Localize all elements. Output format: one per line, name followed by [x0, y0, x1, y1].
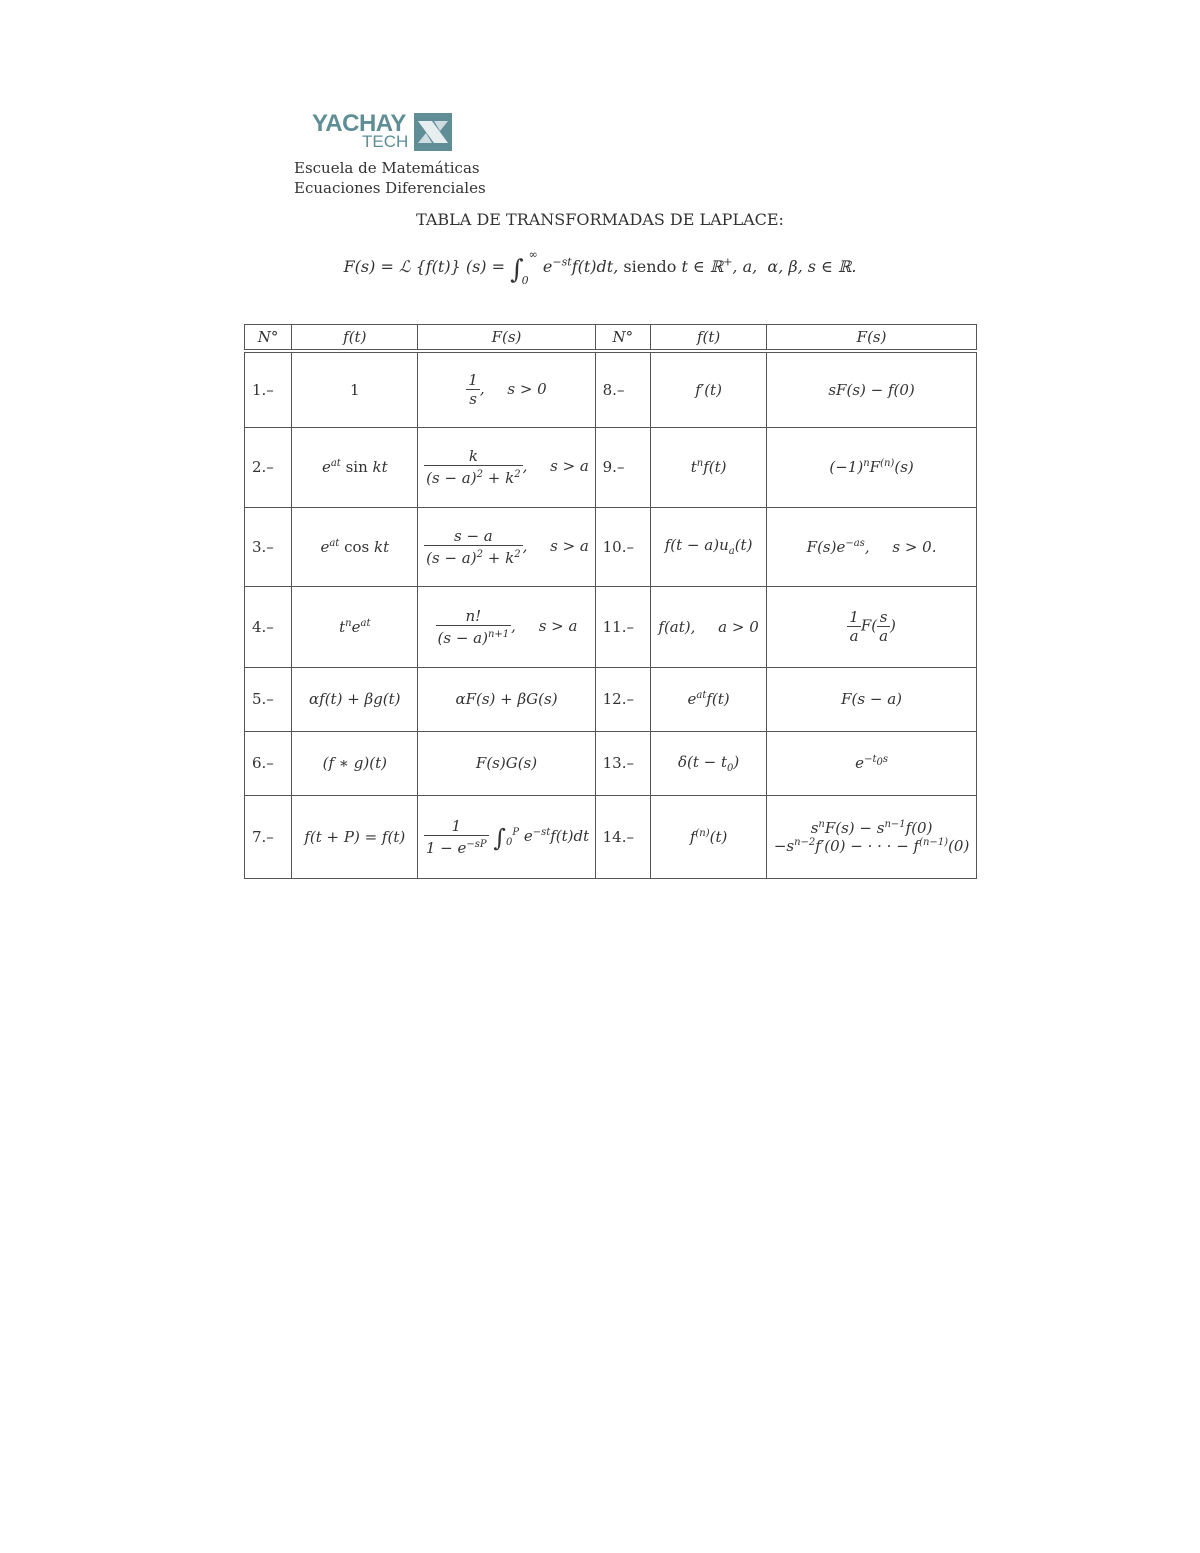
F-of-s: $\frac{1}{s}$ , s > 0: [418, 351, 595, 427]
row-number: 12.–: [595, 667, 650, 731]
row-number: 13.–: [595, 731, 650, 795]
page-title: TABLA DE TRANSFORMADAS DE LAPLACE:: [416, 210, 784, 229]
F-of-s: αF(s) + βG(s): [418, 667, 595, 731]
header-F-s-2: F(s): [767, 325, 977, 352]
F-of-s: $e^{-t_0s}$: [767, 731, 977, 795]
school-name: Escuela de Matemáticas: [294, 159, 480, 177]
logo-word-yachay: YACHAY: [312, 110, 406, 137]
F-of-s: sF(s) − f(0): [767, 351, 977, 427]
f-of-t: $e^{at}$ sin kt: [292, 427, 418, 507]
F-of-s: $\frac{s - a}{(s - a)^2 + k^2}$ , s > a: [418, 507, 595, 586]
row-number: 3.–: [245, 507, 292, 586]
F-of-s: $\frac{k}{(s - a)^2 + k^2}$ , s > a: [418, 427, 595, 507]
F-of-s: $\frac{1}{1 - e^{-sP}}$ $\int_0^P$ $e^{-st}f(t)dt$: [418, 795, 595, 878]
f-of-t: αf(t) + βg(t): [292, 667, 418, 731]
table-row: [245, 731, 977, 795]
laplace-definition-formula: F(s) = ℒ {f(t)} $(s) = \int_0^\infty$ $e^{-st}f(t)dt$, siendo t ∈ ℝ+, a, α, β, s ∈ ℝ.: [343, 248, 857, 287]
f-of-t: f(t + P) = f(t): [292, 795, 418, 878]
table-row: [245, 795, 977, 878]
F-of-s: $\frac{1}{a}$ F( $\frac{s}{a}$ ): [767, 586, 977, 667]
F-of-s: $s^nF(s) - s^{n-1}f(0)$ $-s^{n-2}f'(0)$ − · · · − $f^{(n-1)}(0)$: [767, 795, 977, 878]
row-number: 2.–: [245, 427, 292, 507]
f-of-t: $f^{(n)}(t)$: [651, 795, 767, 878]
header-number-1: N°: [245, 325, 292, 352]
f-of-t: f′(t): [651, 351, 767, 427]
table-header-row: [245, 325, 977, 352]
laplace-table: [244, 324, 977, 879]
f-of-t: $t^nf(t)$: [651, 427, 767, 507]
row-number: 4.–: [245, 586, 292, 667]
F-of-s: F(s − a): [767, 667, 977, 731]
row-number: 8.–: [595, 351, 650, 427]
header-number-2: N°: [595, 325, 650, 352]
F-of-s: $(-1)^nF^{(n)}(s)$: [767, 427, 977, 507]
yachay-tech-logo: [312, 111, 454, 153]
f-of-t: $e^{at}f(t)$: [651, 667, 767, 731]
logo-word-tech: TECH: [362, 132, 409, 151]
F-of-s: F(s)G(s): [418, 731, 595, 795]
F-of-s: $\frac{n!}{(s - a)^{n+1}}$ , s > a: [418, 586, 595, 667]
table-row: [245, 667, 977, 731]
table-row: [245, 427, 977, 507]
f-of-t: $f(t - a)u_a(t)$: [651, 507, 767, 586]
header-f-t-2: f(t): [651, 325, 767, 352]
course-name: Ecuaciones Diferenciales: [294, 179, 486, 197]
header-F-s-1: F(s): [418, 325, 595, 352]
logo-mark-icon: [414, 113, 452, 151]
row-number: 14.–: [595, 795, 650, 878]
row-number: 9.–: [595, 427, 650, 507]
row-number: 10.–: [595, 507, 650, 586]
table-row: [245, 351, 977, 427]
f-of-t: $t^ne^{at}$: [292, 586, 418, 667]
f-of-t: 1: [292, 351, 418, 427]
f-of-t: $\delta(t - t_0)$: [651, 731, 767, 795]
table-row: [245, 507, 977, 586]
row-number: 6.–: [245, 731, 292, 795]
F-of-s: $F(s)e^{-as}$, s > 0.: [767, 507, 977, 586]
row-number: 7.–: [245, 795, 292, 878]
row-number: 5.–: [245, 667, 292, 731]
header-f-t-1: f(t): [292, 325, 418, 352]
f-of-t: f(at), a > 0: [651, 586, 767, 667]
f-of-t: (f ∗ g)(t): [292, 731, 418, 795]
f-of-t: $e^{at}$ cos kt: [292, 507, 418, 586]
row-number: 1.–: [245, 351, 292, 427]
table-row: [245, 586, 977, 667]
row-number: 11.–: [595, 586, 650, 667]
